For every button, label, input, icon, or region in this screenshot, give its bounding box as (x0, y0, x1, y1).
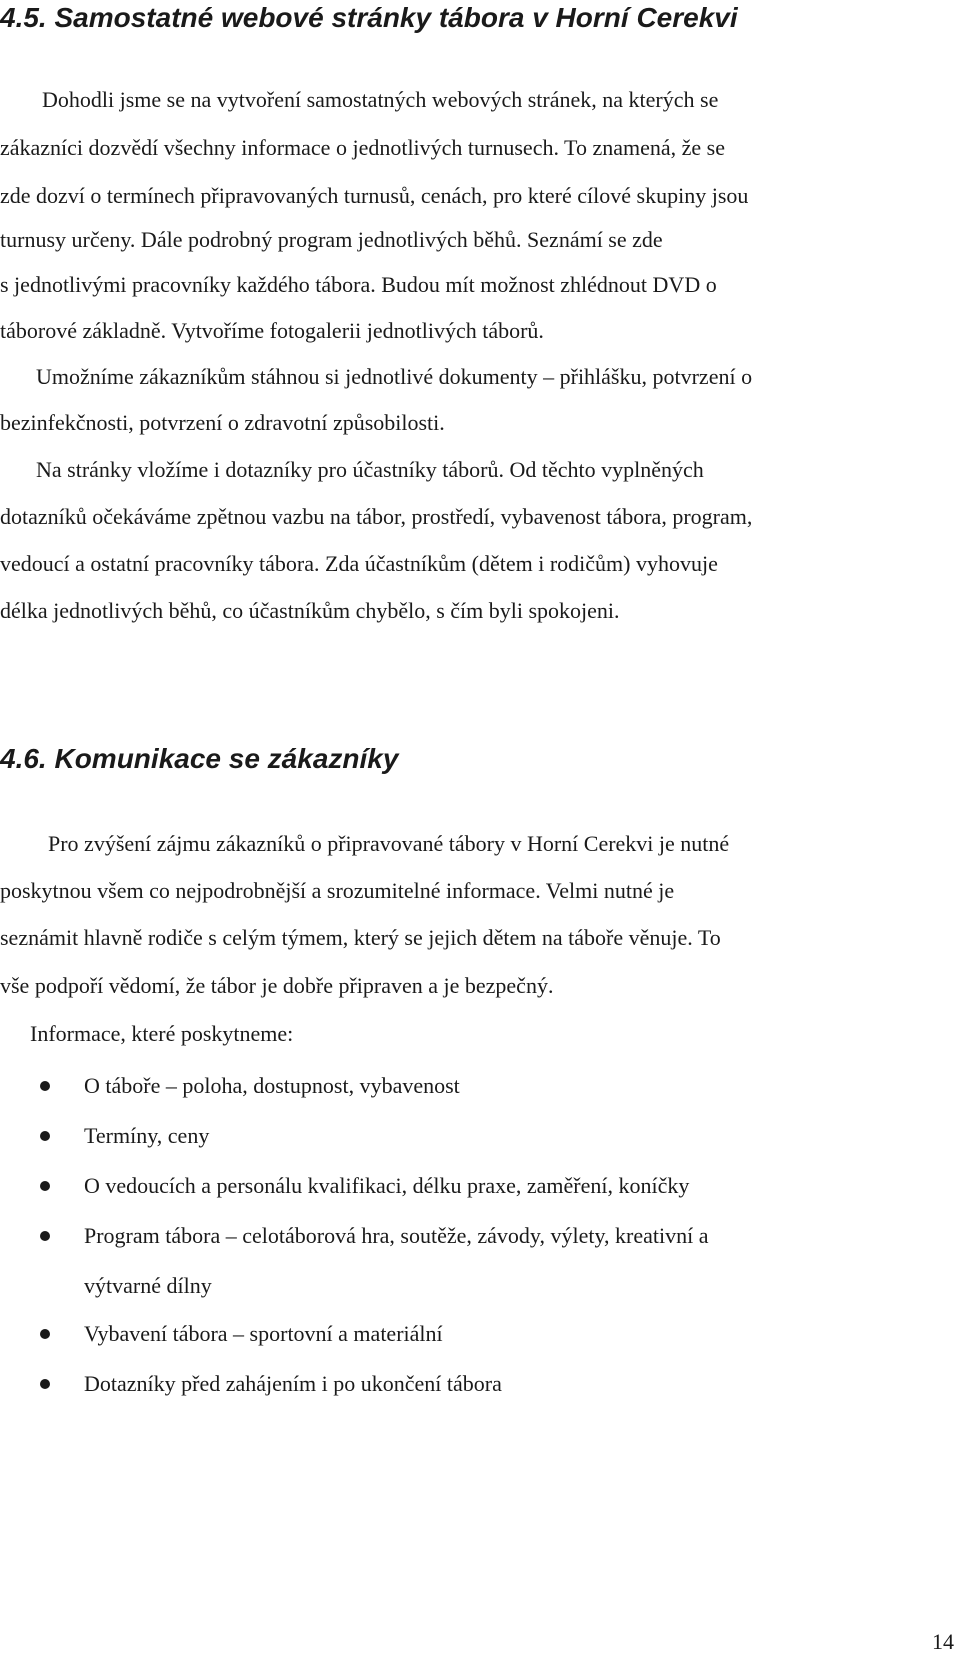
bullet-dot (40, 1081, 50, 1091)
page-number: 14 (932, 1629, 954, 1654)
list-item: Termíny, ceny (84, 1123, 210, 1148)
paragraph-line: zde dozví o termínech připravovaných turnusů, cenách, pro které cílové skupiny jsou (0, 183, 749, 208)
paragraph-line: zákazníci dozvědí všechny informace o jednotlivých turnusech. To znamená, že se (0, 135, 725, 160)
paragraph-line: turnusy určeny. Dále podrobný program jednotlivých běhů. Seznámí se zde (0, 227, 663, 252)
paragraph-line: Dohodli jsme se na vytvoření samostatných webových stránek, na kterých se (42, 87, 719, 112)
list-item: Dotazníky před zahájením i po ukončení tábora (84, 1371, 502, 1396)
list-item: Program tábora – celotáborová hra, soutěže, závody, výlety, kreativní a (84, 1223, 709, 1248)
paragraph-line: s jednotlivými pracovníky každého tábora. Budou mít možnost zhlédnout DVD o (0, 272, 717, 297)
list-item: Vybavení tábora – sportovní a materiální (84, 1321, 443, 1346)
paragraph-line: Na stránky vložíme i dotazníky pro účastníky táborů. Od těchto vyplněných (36, 457, 704, 482)
list-item: O vedoucích a personálu kvalifikaci, délku praxe, zaměření, koníčky (84, 1173, 690, 1198)
paragraph-line: bezinfekčnosti, potvrzení o zdravotní způsobilosti. (0, 410, 445, 435)
list-item-continuation: výtvarné dílny (84, 1273, 212, 1298)
section-heading-4-6: 4.6. Komunikace se zákazníky (0, 743, 399, 774)
paragraph-line: táborové základně. Vytvoříme fotogalerii jednotlivých táborů. (0, 318, 544, 343)
bullet-dot (40, 1181, 50, 1191)
list-intro: Informace, které poskytneme: (30, 1021, 294, 1046)
section-heading-4-5: 4.5. Samostatné webové stránky tábora v Horní Cerekvi (0, 2, 738, 33)
paragraph-line: vše podpoří vědomí, že tábor je dobře připraven a je bezpečný. (0, 973, 554, 998)
paragraph-line: vedoucí a ostatní pracovníky tábora. Zda účastníkům (dětem i rodičům) vyhovuje (0, 551, 718, 576)
paragraph-line: poskytnou všem co nejpodrobnější a srozumitelné informace. Velmi nutné je (0, 878, 675, 903)
bullet-dot (40, 1379, 50, 1389)
paragraph-line: Pro zvýšení zájmu zákazníků o připravované tábory v Horní Cerekvi je nutné (48, 831, 730, 856)
paragraph-line: délka jednotlivých běhů, co účastníkům chybělo, s čím byli spokojeni. (0, 598, 620, 623)
bullet-dot (40, 1231, 50, 1241)
bullet-dot (40, 1329, 50, 1339)
paragraph-line: dotazníků očekáváme zpětnou vazbu na tábor, prostředí, vybavenost tábora, program, (0, 504, 753, 529)
paragraph-line: Umožníme zákazníkům stáhnou si jednotlivé dokumenty – přihlášku, potvrzení o (36, 364, 753, 389)
bullet-dot (40, 1131, 50, 1141)
paragraph-line: seznámit hlavně rodiče s celým týmem, který se jejich dětem na táboře věnuje. To (0, 925, 721, 950)
list-item: O táboře – poloha, dostupnost, vybavenost (84, 1073, 460, 1098)
